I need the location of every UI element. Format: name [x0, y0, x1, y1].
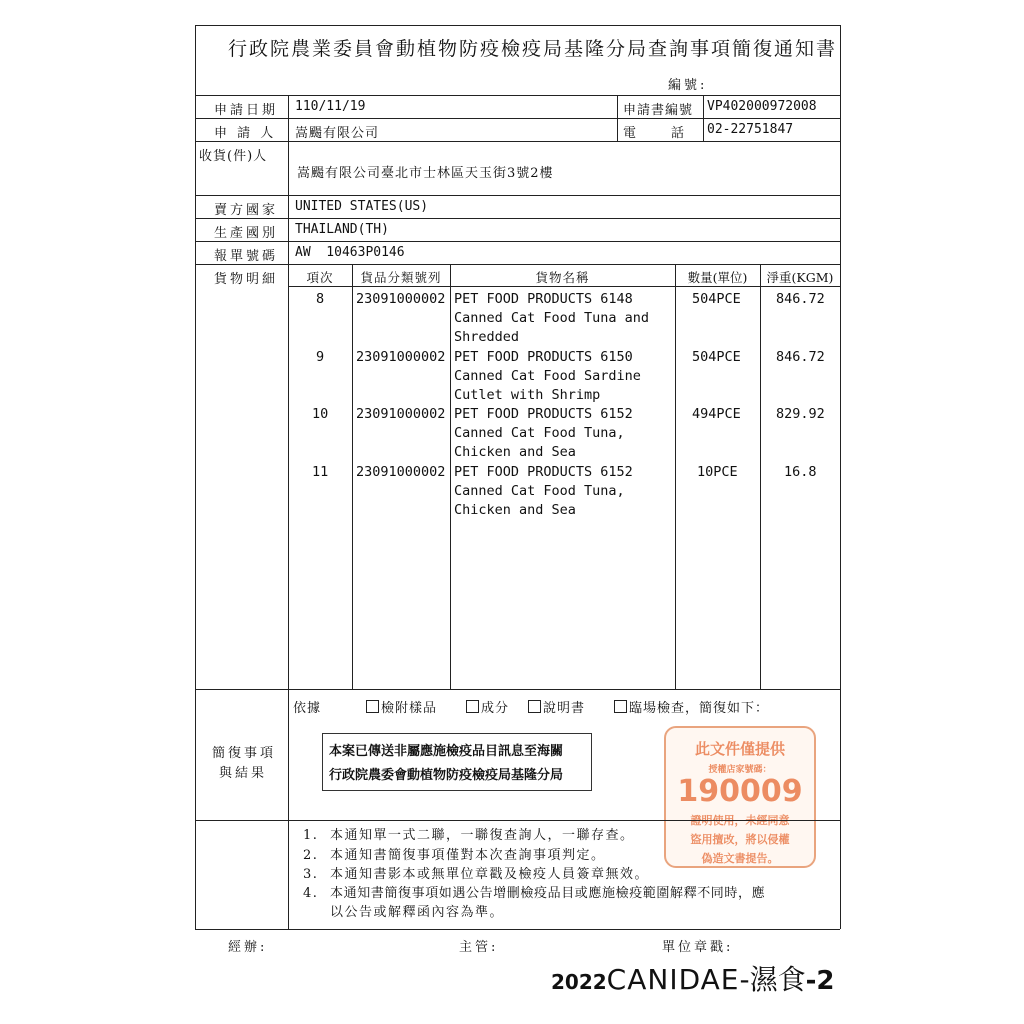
table-row-item: 8 — [316, 291, 325, 307]
footer-page: -2 — [805, 966, 835, 996]
goods-header-qty: 數量(單位) — [687, 270, 748, 285]
reply-label-line2: 與結果 — [219, 766, 268, 781]
table-row-code: 23091000002 — [356, 406, 446, 422]
phone-label: 電 話 — [623, 126, 688, 141]
option-inspection — [614, 697, 769, 716]
declaration-no-value: AW 10463P0146 — [295, 245, 405, 260]
application-no-value: VP402000972008 — [707, 99, 817, 114]
supervisor-signature: 主管: — [459, 940, 499, 955]
table-row-weight: 846.72 — [776, 291, 825, 307]
watermark-line4: 盜用擅改，將以侵權 — [690, 833, 790, 846]
goods-header-bottom — [288, 286, 840, 287]
goods-header-code: 貨品分類號列 — [360, 270, 442, 285]
stamp-line2: 行政院農委會動植物防疫檢疫局基隆分局 — [329, 768, 564, 783]
stamp-line1: 本案已傳送非屬應施檢疫品目訊息至海關 — [329, 744, 564, 759]
unit-seal: 單位章戳: — [662, 940, 734, 955]
table-row-item: 9 — [316, 349, 325, 365]
footer-brand: CANIDAE — [606, 963, 740, 996]
frame-top — [195, 25, 840, 26]
table-row-item: 10 — [312, 406, 329, 422]
number-label: 編號: — [668, 78, 708, 93]
table-row-code: 23091000002 — [356, 464, 446, 480]
apply-date-label: 申請日期 — [214, 103, 279, 118]
row-divider — [195, 195, 840, 196]
row-divider — [195, 264, 840, 265]
watermark-line1: 此文件僅提供 — [694, 740, 785, 758]
origin-country-label: 生產國別 — [214, 226, 279, 241]
authorization-watermark — [664, 726, 816, 868]
document-title: 行政院農業委員會動植物防疫檢疫局基隆分局查詢事項簡復通知書 — [228, 38, 838, 60]
row-divider — [195, 241, 840, 242]
origin-country-value: THAILAND(TH) — [295, 222, 389, 237]
checkbox — [466, 700, 479, 713]
table-row-name: PET FOOD PRODUCTS 6152 — [454, 406, 633, 422]
option-samples — [366, 697, 437, 716]
goods-header-weight: 淨重(KGM) — [766, 270, 834, 285]
note-text: 以公告或解釋函內容為準。 — [330, 905, 505, 920]
table-row-name: Shredded — [454, 329, 520, 345]
declaration-no-label: 報單號碼 — [214, 249, 279, 264]
frame-bottom — [195, 929, 840, 930]
table-row-weight: 846.72 — [776, 349, 825, 365]
consignee-value: 嵩颺有限公司臺北市士林區天玉街3號2樓 — [297, 166, 554, 181]
table-row-qty: 504PCE — [692, 349, 741, 365]
table-row-name: Canned Cat Food Sardine — [454, 368, 641, 384]
reply-label-line1: 簡復事項 — [212, 746, 277, 761]
table-row-weight: 16.8 — [784, 464, 817, 480]
header-divider — [703, 95, 704, 141]
reply-section-top — [195, 689, 840, 690]
applicant-label: 申 請 人 — [214, 126, 277, 141]
table-row-name: Chicken and Sea — [454, 444, 576, 460]
checkbox — [366, 700, 379, 713]
note-number: 1. — [303, 828, 319, 843]
application-no-label: 申請書編號 — [623, 103, 694, 118]
handler-signature: 經辦: — [228, 940, 268, 955]
option-label: 臨場檢查，簡復如下： — [629, 701, 770, 716]
option-label: 檢附樣品 — [381, 701, 438, 716]
footer-year: 2022 — [551, 970, 607, 994]
row-divider — [195, 141, 840, 142]
table-row-code: 23091000002 — [356, 291, 446, 307]
goods-header-name: 貨物名稱 — [535, 270, 590, 285]
note-text: 本通知書簡復事項僅對本次查詢事項判定。 — [330, 848, 606, 863]
table-row-name: Canned Cat Food Tuna and — [454, 310, 650, 326]
table-row-code: 23091000002 — [356, 349, 446, 365]
option-ingredients — [466, 697, 509, 716]
goods-col-divider — [760, 264, 761, 689]
label-column-divider — [288, 95, 289, 929]
table-row-name: Chicken and Sea — [454, 502, 576, 518]
footer-suffix: -濕食 — [739, 963, 806, 996]
table-row-qty: 504PCE — [692, 291, 741, 307]
note-number: 2. — [303, 848, 319, 863]
table-row-name: PET FOOD PRODUCTS 6150 — [454, 349, 633, 365]
option-label: 成分 — [481, 701, 510, 716]
table-row-name: PET FOOD PRODUCTS 6152 — [454, 464, 633, 480]
frame-left — [195, 25, 196, 929]
watermark-line5: 偽造文書提告。 — [701, 852, 779, 865]
table-row-qty: 10PCE — [697, 464, 738, 480]
note-text: 本通知單一式二聯，一聯復查詢人，一聯存查。 — [330, 828, 635, 843]
checkbox — [614, 700, 627, 713]
table-row-item: 11 — [312, 464, 329, 480]
watermark-line3: 證明使用，未經同意 — [690, 814, 790, 827]
option-manual — [528, 697, 585, 716]
seller-country-value: UNITED STATES(US) — [295, 199, 429, 214]
row-divider — [195, 118, 840, 119]
frame-right — [840, 25, 841, 929]
row-divider — [195, 95, 840, 96]
note-text: 本通知書簡復事項如遇公告增刪檢疫品目或應施檢疫範圍解釋不同時，應 — [330, 886, 766, 901]
table-row-weight: 829.92 — [776, 406, 825, 422]
note-number: 4. — [303, 886, 319, 901]
table-row-name: PET FOOD PRODUCTS 6148 — [454, 291, 633, 307]
checkbox — [528, 700, 541, 713]
watermark-line2: 授權店家號碼： — [708, 765, 772, 775]
table-row-name: Canned Cat Food Tuna, — [454, 483, 625, 499]
consignee-label: 收貨(件)人 — [199, 149, 268, 164]
footer-label — [551, 958, 835, 998]
basis-label: 依據 — [293, 701, 322, 716]
notes-section-top — [195, 820, 840, 821]
note-text: 本通知書影本或無單位章戳及檢疫人員簽章無效。 — [330, 867, 650, 882]
watermark-code: 190009 — [677, 774, 803, 809]
table-row-qty: 494PCE — [692, 406, 741, 422]
option-label: 說明書 — [543, 701, 586, 716]
applicant-value: 嵩颺有限公司 — [295, 126, 380, 141]
goods-detail-label: 貨物明細 — [214, 272, 279, 287]
note-number: 3. — [303, 867, 319, 882]
goods-header-item: 項次 — [306, 270, 334, 285]
header-divider — [617, 95, 618, 141]
seller-country-label: 賣方國家 — [214, 203, 279, 218]
goods-col-divider — [352, 264, 353, 689]
apply-date-value: 110/11/19 — [295, 99, 366, 114]
goods-col-divider — [450, 264, 451, 689]
phone-value: 02-22751847 — [707, 122, 794, 137]
goods-col-divider — [675, 264, 676, 689]
official-stamp — [322, 733, 592, 791]
table-row-name: Canned Cat Food Tuna, — [454, 425, 625, 441]
row-divider — [195, 218, 840, 219]
table-row-name: Cutlet with Shrimp — [454, 387, 601, 403]
